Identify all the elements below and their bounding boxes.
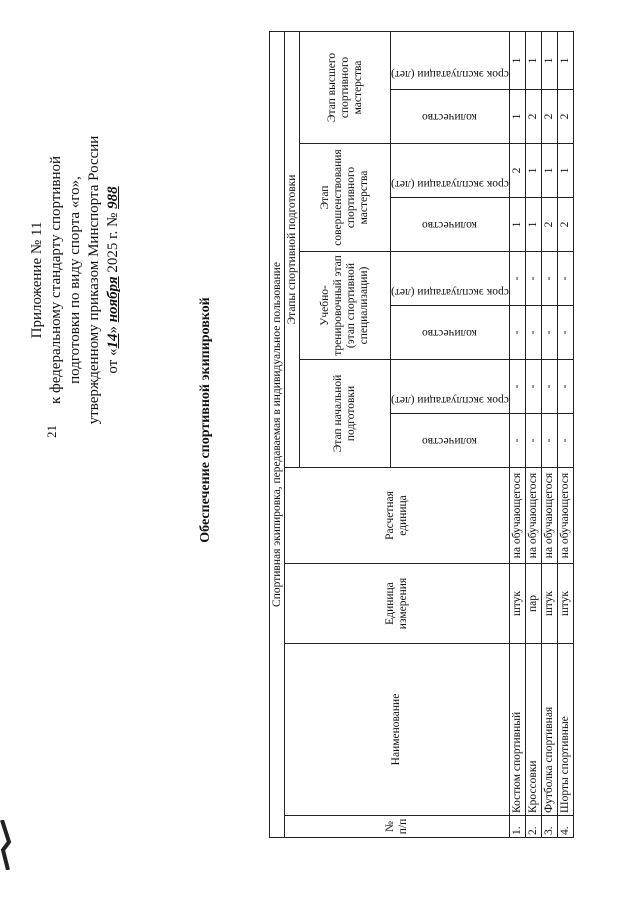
top-header: Спортивная экипировка, передаваемая в индивидуальное пользование [270, 31, 285, 837]
order-number: 988 [105, 186, 121, 209]
appendix-date-line: от «14» ноября 2025 г. № 988 [105, 186, 121, 374]
sub-qty: количество [422, 111, 478, 123]
table-row: 4. Шорты спортивные штук на обучающегося - - - - 2 1 2 1 [557, 31, 573, 837]
sub-qty: количество [422, 219, 478, 231]
sub-qty: количество [422, 435, 478, 447]
appendix-line-4: утвержденному приказом Минспорта России [86, 135, 102, 425]
appendix-number: Приложение № 11 [29, 221, 45, 339]
stage-improvement: Этап совершенствования спортивного мастерства [300, 144, 391, 252]
appendix-header [28, 40, 123, 520]
header-unit: Единица измерения [285, 564, 510, 644]
stage-initial: Этап начальной подготовки [300, 360, 391, 468]
table-row: 1. Костюм спортивный штук на обучающегося - - - - 1 2 1 1 [509, 31, 525, 837]
header-name: Наименование [285, 644, 510, 816]
scan-edge-mark [0, 820, 14, 875]
header-stages: Этапы спортивной подготовки [285, 31, 300, 467]
table-row: 2. Кроссовки пар на обучающегося - - - - 1 1 2 1 [525, 31, 541, 837]
appendix-line-3: подготовки по виду спорта «го», [67, 176, 83, 384]
appendix-line-2: к федеральному стандарту спортивной [48, 155, 64, 405]
date-day: 14 [105, 333, 121, 349]
sub-term: срок эксплуатации (лет) [391, 394, 509, 407]
document-title: Обеспечение спортивной экипировкой [198, 297, 213, 543]
header-num: № п/п [285, 816, 510, 838]
sub-term: срок эксплуатации (лет) [391, 286, 509, 299]
sub-term: срок эксплуатации (лет) [391, 178, 509, 191]
date-month: ноября [105, 276, 121, 323]
sub-term: срок эксплуатации (лет) [391, 68, 509, 81]
header-calc: Расчетная единица [285, 468, 510, 564]
sub-qty: количество [422, 327, 478, 339]
table-row: 3. Футболка спортивная штук на обучающегося - - - - 2 1 2 1 [541, 31, 557, 837]
equipment-table [269, 31, 574, 838]
page-number: 21 [44, 425, 59, 438]
stage-highest: Этап высшего спортивного мастерства [300, 31, 391, 143]
stage-training: Учебно-тренировочный этап (этап спортивной специализации) [300, 252, 391, 360]
